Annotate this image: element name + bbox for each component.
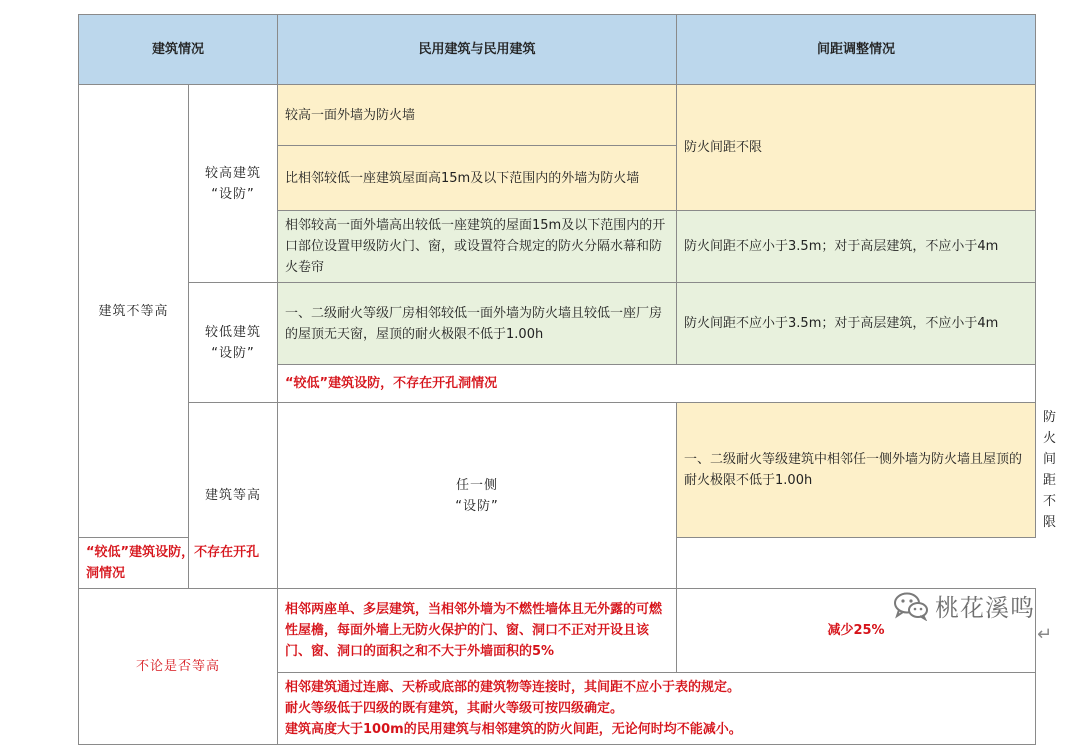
condition-higher-openings: 相邻较高一面外墙高出较低一座建筑的屋面15m及以下范围内的开口部位设置甲级防火门、窗，或设置符合规定的防火分隔水幕和防火卷帘 bbox=[278, 211, 677, 283]
table-header-row bbox=[79, 15, 1036, 85]
fire-spacing-table-container bbox=[78, 14, 1057, 745]
sub-label-lower-building bbox=[189, 283, 278, 403]
header-spacing-adjustment: 间距调整情况 bbox=[677, 15, 1036, 85]
sub-label-either-line2: “设防” bbox=[455, 498, 499, 514]
sub-label-either-line1: 任一侧 bbox=[456, 477, 499, 493]
result-lower-spacing-3-5m: 防火间距不应小于3.5m；对于高层建筑，不应小于4m bbox=[677, 283, 1036, 365]
sub-label-higher-line2: “设防” bbox=[211, 186, 255, 202]
fire-spacing-table bbox=[78, 14, 1057, 745]
wechat-icon bbox=[893, 591, 929, 621]
condition-higher-15m-firewall: 比相邻较低一座建筑屋面高15m及以下范围内的外墙为防火墙 bbox=[278, 146, 677, 211]
note-equal-no-openings: “较低”建筑设防，不存在开孔洞情况 bbox=[79, 538, 278, 589]
watermark bbox=[893, 588, 1035, 623]
sub-label-higher-line1: 较高建筑 bbox=[205, 165, 262, 181]
condition-lower-firewall: 一、二级耐火等级厂房相邻较低一面外墙为防火墙且较低一座厂房的屋顶无天窗，屋顶的耐火极限不低于1.00h bbox=[278, 283, 677, 365]
table-row bbox=[79, 85, 1036, 146]
sub-label-lower-line2: “设防” bbox=[211, 345, 255, 361]
general-note-3: 建筑高度大于100m的民用建筑与相邻建筑的防火间距，无论何时均不能减小。 bbox=[285, 722, 742, 737]
sub-label-lower-line1: 较低建筑 bbox=[205, 324, 262, 340]
result-unlimited-spacing: 防火间距不限 bbox=[677, 85, 1036, 211]
group-label-equal-height: 建筑等高 bbox=[189, 403, 278, 589]
general-note-2: 耐火等级低于四级的既有建筑，其耐火等级可按四级确定。 bbox=[285, 701, 624, 716]
general-notes bbox=[278, 673, 1036, 745]
table-row bbox=[79, 283, 1036, 365]
note-lower-no-openings: “较低”建筑设防，不存在开孔洞情况 bbox=[278, 365, 1036, 403]
header-civil-vs-civil: 民用建筑与民用建筑 bbox=[278, 15, 677, 85]
condition-equal-firewall: 一、二级耐火等级建筑中相邻任一侧外墙为防火墙且屋顶的耐火极限不低于1.00h bbox=[677, 403, 1036, 538]
watermark-text: 桃花溪鸣 bbox=[935, 594, 1035, 622]
paragraph-mark-icon: ↵ bbox=[1037, 624, 1053, 645]
header-building-situation: 建筑情况 bbox=[79, 15, 278, 85]
sub-label-higher-building bbox=[189, 85, 278, 283]
general-note-1: 相邻建筑通过连廊、天桥或底部的建筑物等连接时，其间距不应小于表的规定。 bbox=[285, 680, 741, 695]
condition-any-reduction: 相邻两座单、多层建筑，当相邻外墙为不燃性墙体且无外露的可燃性屋檐，每面外墙上无防火保护的门、窗、洞口不正对开设且该门、窗、洞口的面积之和不大于外墙面积的5% bbox=[278, 589, 677, 673]
result-spacing-3-5m: 防火间距不应小于3.5m；对于高层建筑，不应小于4m bbox=[677, 211, 1036, 283]
group-label-unequal-height: 建筑不等高 bbox=[79, 85, 189, 538]
sub-label-either-side bbox=[278, 403, 677, 589]
group-label-any-height: 不论是否等高 bbox=[79, 589, 278, 745]
table-row bbox=[79, 589, 1036, 673]
result-reduce-25: 减少25% bbox=[677, 589, 1036, 673]
table-row: 建筑等高 任一侧 “设防” 一、二级耐火等级建筑中相邻任一侧外墙为防火墙且屋顶的耐火极限不低于1.00h 防火间距不限 bbox=[79, 403, 1036, 538]
condition-higher-firewall: 较高一面外墙为防火墙 bbox=[278, 85, 677, 146]
